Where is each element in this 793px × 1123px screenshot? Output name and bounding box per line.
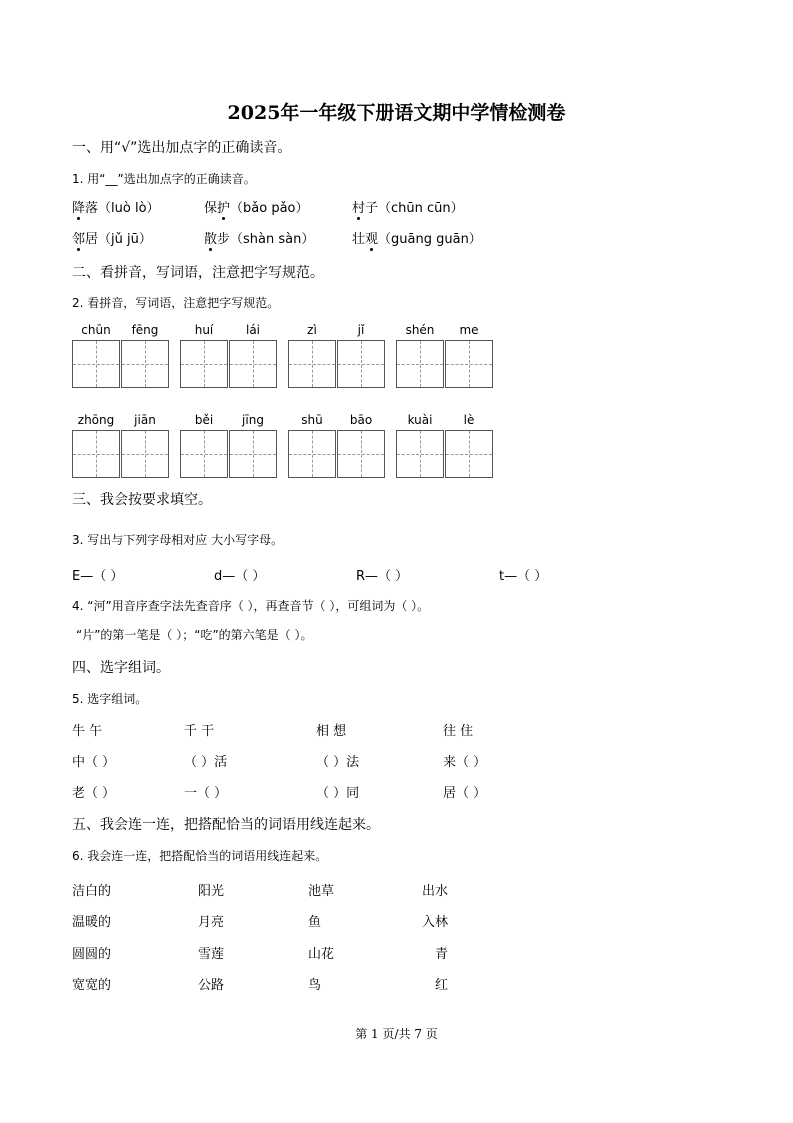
matching-word: 公路 [198, 978, 225, 993]
word-choice-cell: 老（ ） [72, 786, 116, 801]
reading-item [72, 228, 152, 247]
matching-word: 青 [434, 947, 448, 962]
dotted-char: 村 [352, 197, 365, 216]
pinyin-label: zì [307, 323, 317, 337]
pinyin-options: （bǎo pǎo） [230, 201, 309, 216]
writing-box [121, 430, 169, 478]
reading-item [72, 197, 160, 216]
pinyin-label: chūn [81, 323, 111, 337]
word-choice-cell: 一（ ） [184, 786, 228, 801]
item-char: 步 [217, 232, 231, 247]
matching-word: 洁白的 [72, 884, 112, 899]
section-heading-4: 四、选字组词。 [72, 660, 170, 676]
writing-box [121, 340, 169, 388]
writing-box [180, 430, 228, 478]
letter-blank-1: E—（ ） [72, 569, 124, 584]
question-6-prompt: 6. 我会连一连，把搭配恰当的词语用线连起来。 [72, 849, 328, 863]
writing-box [396, 430, 444, 478]
writing-box [288, 430, 336, 478]
word-choice-cell: 往 住 [443, 724, 474, 739]
pinyin-label: shū [301, 413, 323, 427]
word-choice-cell: （ ）法 [316, 755, 360, 770]
pinyin-options: （jǔ jū） [98, 232, 152, 247]
writing-box [229, 340, 277, 388]
pinyin-options: （guāng guān） [378, 232, 482, 247]
matching-word: 阳光 [198, 884, 225, 899]
matching-word: 池草 [308, 884, 335, 899]
writing-box [396, 340, 444, 388]
section-heading-5: 五、我会连一连，把搭配恰当的词语用线连起来。 [72, 817, 380, 833]
reading-item [352, 197, 464, 216]
page-title: 2025年一年级下册语文期中学情检测卷 [227, 102, 566, 124]
pinyin-label: jiān [134, 413, 156, 427]
word-choice-cell: 牛 午 [72, 724, 103, 739]
pinyin-label: jīng [242, 413, 264, 427]
matching-word: 宽宽的 [72, 978, 112, 993]
word-choice-cell: 来（ ） [443, 755, 487, 770]
writing-box [180, 340, 228, 388]
matching-word: 山花 [308, 947, 335, 962]
word-choice-cell: （ ）活 [184, 755, 228, 770]
matching-word: 鱼 [308, 915, 322, 930]
item-char: 保 [204, 201, 218, 216]
question-1-prompt: 1. 用“__”选出加点字的正确读音。 [72, 172, 256, 186]
matching-word: 雪莲 [198, 947, 225, 962]
item-char: 子 [365, 201, 379, 216]
dotted-char: 散 [204, 228, 217, 247]
pinyin-label: běi [194, 413, 214, 427]
reading-item [204, 197, 309, 216]
question-3-prompt: 3. 写出与下列字母相对应 大小写字母。 [72, 533, 284, 547]
matching-word: 圆圆的 [72, 947, 112, 962]
matching-word: 出水 [421, 884, 448, 899]
word-choice-cell: 相 想 [316, 724, 347, 739]
pinyin-label: me [459, 323, 479, 337]
pinyin-label: zhōng [77, 413, 115, 427]
writing-box [445, 430, 493, 478]
writing-box [229, 430, 277, 478]
writing-box [72, 340, 120, 388]
writing-box [445, 340, 493, 388]
reading-item [352, 228, 482, 247]
reading-item [204, 228, 314, 247]
letter-blank-4: t—（ ） [499, 569, 548, 584]
pinyin-label: huí [194, 323, 214, 337]
dotted-char: 护 [217, 197, 230, 216]
matching-word: 红 [434, 978, 448, 993]
pinyin-label: kuài [407, 413, 433, 427]
matching-word: 鸟 [308, 978, 322, 993]
section-heading-3: 三、我会按要求填空。 [72, 492, 212, 508]
matching-word: 温暖的 [72, 915, 112, 930]
dotted-char: 观 [365, 228, 378, 247]
page-footer: 第 1 页/共 7 页 [355, 1027, 438, 1041]
pinyin-label: fēng [131, 323, 159, 337]
item-char: 落 [85, 201, 99, 216]
question-4-line-2: “片”的第一笔是（ ）；“吃”的第六笔是（ ）。 [76, 628, 313, 642]
question-2-prompt: 2. 看拼音，写词语，注意把字写规范。 [72, 296, 280, 310]
writing-box [72, 430, 120, 478]
question-4-line-1: 4. “河”用音序查字法先查音序（ ），再查音节（ ），可组词为（ ）。 [72, 599, 430, 613]
question-5-prompt: 5. 选字组词。 [72, 692, 148, 706]
pinyin-label: shén [405, 323, 435, 337]
dotted-char: 降 [72, 197, 85, 216]
writing-box [337, 340, 385, 388]
word-choice-cell: （ ）同 [316, 786, 360, 801]
writing-box [337, 430, 385, 478]
pinyin-options: （chūn cūn） [378, 201, 464, 216]
word-choice-cell: 中（ ） [72, 755, 116, 770]
pinyin-label: lè [463, 413, 475, 427]
section-heading-2: 二、看拼音，写词语，注意把字写规范。 [72, 265, 324, 281]
pinyin-label: bāo [349, 413, 373, 427]
dotted-char: 邻 [72, 228, 85, 247]
section-heading-1: 一、用“√”选出加点字的正确读音。 [72, 140, 292, 156]
pinyin-label: jǐ [357, 323, 365, 337]
letter-blank-2: d—（ ） [214, 569, 266, 584]
pinyin-options: （shàn sàn） [230, 232, 315, 247]
letter-blank-3: R—（ ） [356, 569, 409, 584]
word-choice-cell: 居（ ） [443, 786, 487, 801]
word-choice-cell: 千 干 [184, 724, 215, 739]
writing-box [288, 340, 336, 388]
matching-word: 入林 [421, 915, 448, 930]
pinyin-options: （luò lò） [98, 201, 160, 216]
pinyin-label: lái [245, 323, 261, 337]
item-char: 壮 [352, 232, 366, 247]
matching-word: 月亮 [198, 915, 225, 930]
item-char: 居 [85, 232, 99, 247]
